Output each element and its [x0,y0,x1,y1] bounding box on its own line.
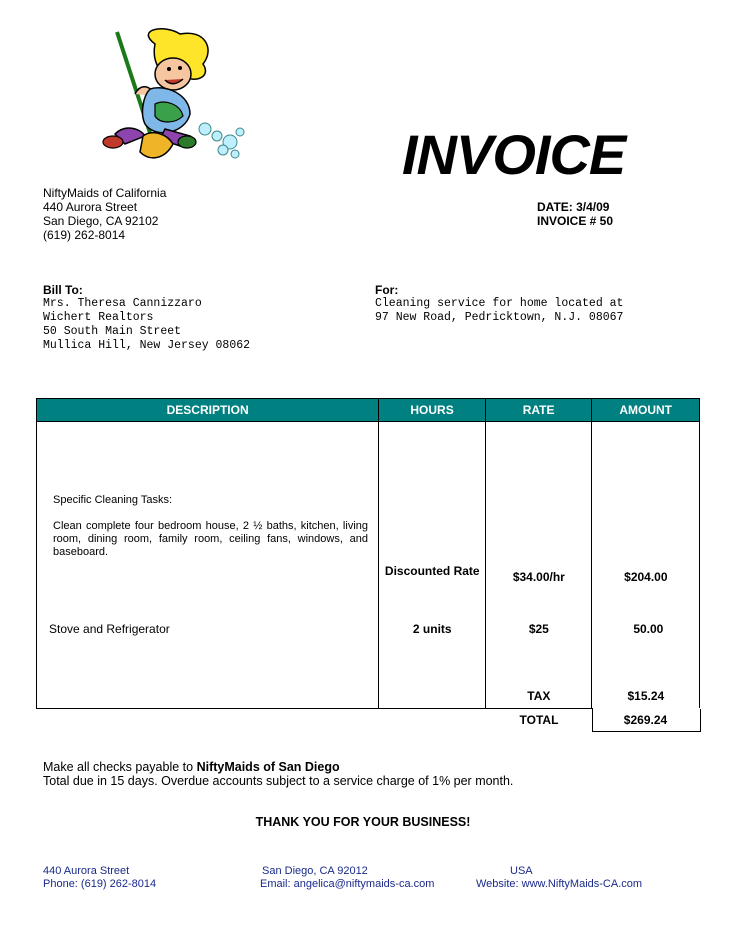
total-label: TOTAL [519,713,559,727]
payable-name: NiftyMaids of San Diego [196,760,340,774]
footer-city: San Diego, CA 92012 [262,865,368,877]
amount-column [592,422,700,709]
header-description: DESCRIPTION [37,399,379,422]
row1-hours: Discounted Rate [384,564,480,578]
for-label: For: [375,283,399,297]
table-body-row [37,422,700,709]
thank-you-message: THANK YOU FOR YOUR BUSINESS! [255,815,471,829]
rate-column [485,422,592,709]
invoice-date: DATE: 3/4/09 [537,200,610,214]
for-line: Cleaning service for home located at [375,297,624,310]
company-name: NiftyMaids of California [43,186,167,200]
row2-description: Stove and Refrigerator [49,622,170,636]
company-city: San Diego, CA 92102 [43,214,159,228]
row1-rate: $34.00/hr [512,570,565,584]
tax-amount: $15.24 [627,689,665,703]
row2-amount: 50.00 [633,622,664,636]
items-table [36,398,700,708]
table-bottom-rule [36,708,593,709]
tasks-text: Clean complete four bedroom house, 2 ½ baths, kitchen, living room, dining room, family room, ceiling fans, windows, and baseboard. [53,520,368,558]
tax-label: TAX [527,689,551,703]
invoice-title: INVOICE [402,123,626,186]
payment-terms: Total due in 15 days. Overdue accounts subject to a service charge of 1% per month. [43,774,514,788]
for-line: 97 New Road, Pedricktown, N.J. 08067 [375,311,624,324]
header-rate: RATE [485,399,592,422]
payable-note [43,760,340,774]
company-phone: (619) 262-8014 [43,228,126,242]
row2-rate: $25 [528,622,549,636]
header-amount: AMOUNT [592,399,700,422]
bill-to-line: 50 South Main Street [43,325,182,338]
bill-to-address [43,297,250,353]
description-column [37,422,379,709]
company-street: 440 Aurora Street [43,200,138,214]
header-hours: HOURS [379,399,486,422]
total-amount: $269.24 [623,713,668,727]
footer-street: 440 Aurora Street [43,865,130,877]
bill-to-line: Mrs. Theresa Cannizzaro [43,297,202,310]
tasks-heading: Specific Cleaning Tasks: [53,494,173,506]
company-info [43,186,166,242]
for-description [375,297,623,325]
footer-website: Website: www.NiftyMaids-CA.com [476,878,643,890]
row1-amount: $204.00 [624,570,668,584]
hours-column [379,422,486,709]
invoice-number: INVOICE # 50 [537,214,614,228]
payable-prefix: Make all checks payable to [43,760,197,774]
footer-country: USA [510,865,533,877]
bill-to-line: Mullica Hill, New Jersey 08062 [43,339,251,352]
bill-to-label: Bill To: [43,283,83,297]
table-header-row [37,399,700,422]
row2-hours: 2 units [412,622,452,636]
invoice-meta [537,200,613,228]
maid-logo-icon [95,24,250,174]
footer-phone: Phone: (619) 262-8014 [43,878,157,890]
footer-email: Email: angelica@niftymaids-ca.com [260,878,435,890]
bill-to-line: Wichert Realtors [43,311,154,324]
